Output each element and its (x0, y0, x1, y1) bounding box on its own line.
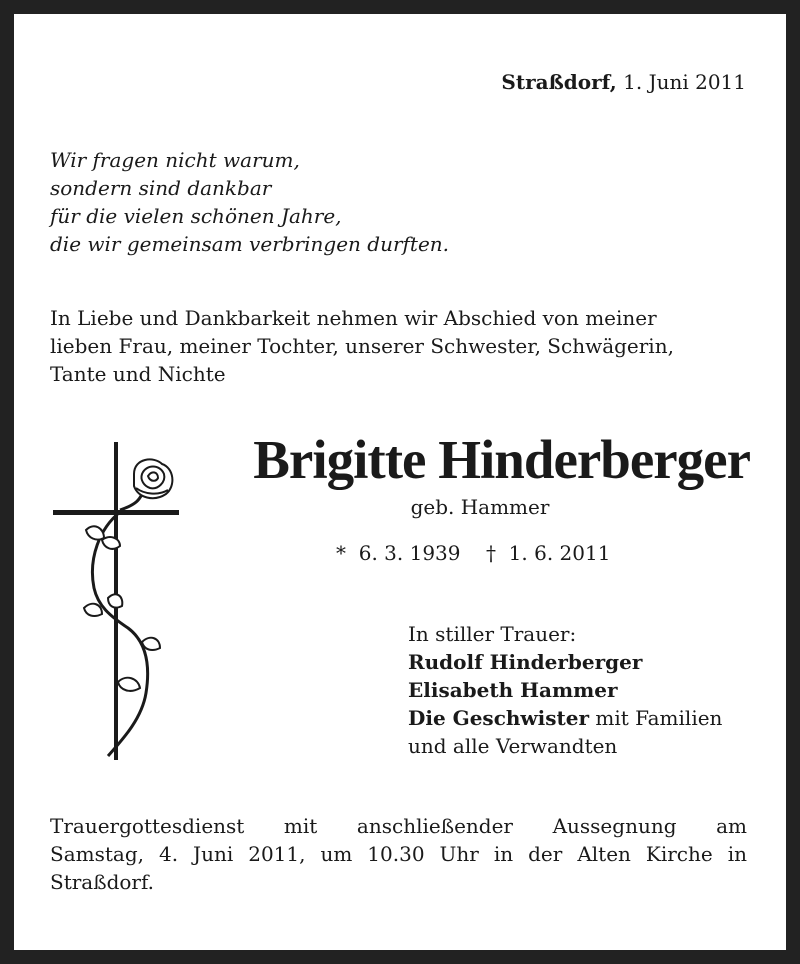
mourner-name: Rudolf Hinderberger (408, 650, 643, 674)
intro-line: Tante und Nichte (50, 362, 226, 386)
poem (50, 146, 449, 258)
poem-line: für die vielen schönen Jahre, (50, 204, 342, 228)
maiden-name: geb. Hammer (410, 495, 550, 519)
deceased-name: Brigitte Hinderberger (253, 429, 750, 490)
siblings-label: Die Geschwister (408, 706, 589, 730)
intro-line: lieben Frau, meiner Tochter, unserer Schwester, Schwägerin, (50, 334, 674, 358)
service-notice (50, 812, 747, 896)
mourning-heading: In stiller Trauer: (408, 622, 577, 646)
poem-line: Wir fragen nicht warum, (50, 148, 300, 172)
poem-line: sondern sind dankbar (50, 176, 272, 200)
death-date: † 1. 6. 2011 (485, 541, 611, 565)
service-line: Straßdorf. (50, 870, 155, 894)
intro-line: In Liebe und Dankbarkeit nehmen wir Abschied von meiner (50, 306, 657, 330)
relatives-line: und alle Verwandten (408, 734, 618, 758)
service-line: Samstag, 4. Juni 2011, um 10.30 Uhr in der Alten Kirche in (50, 842, 747, 866)
siblings-line (408, 704, 722, 732)
mourner-name: Elisabeth Hammer (408, 678, 618, 702)
mourners-block (408, 620, 722, 760)
intro-text (50, 304, 750, 388)
place: Straßdorf, (501, 70, 617, 94)
service-line: Trauergottesdienst mit anschließender Aussegnung am (50, 814, 747, 838)
cross-with-rose-icon (50, 438, 185, 767)
date: 1. Juni 2011 (623, 70, 746, 94)
poem-line: die wir gemeinsam verbringen durften. (50, 232, 450, 256)
place-date (420, 70, 746, 94)
birth-date: * 6. 3. 1939 (336, 541, 461, 565)
siblings-suffix: mit Familien (589, 706, 723, 730)
life-dates (336, 541, 610, 565)
